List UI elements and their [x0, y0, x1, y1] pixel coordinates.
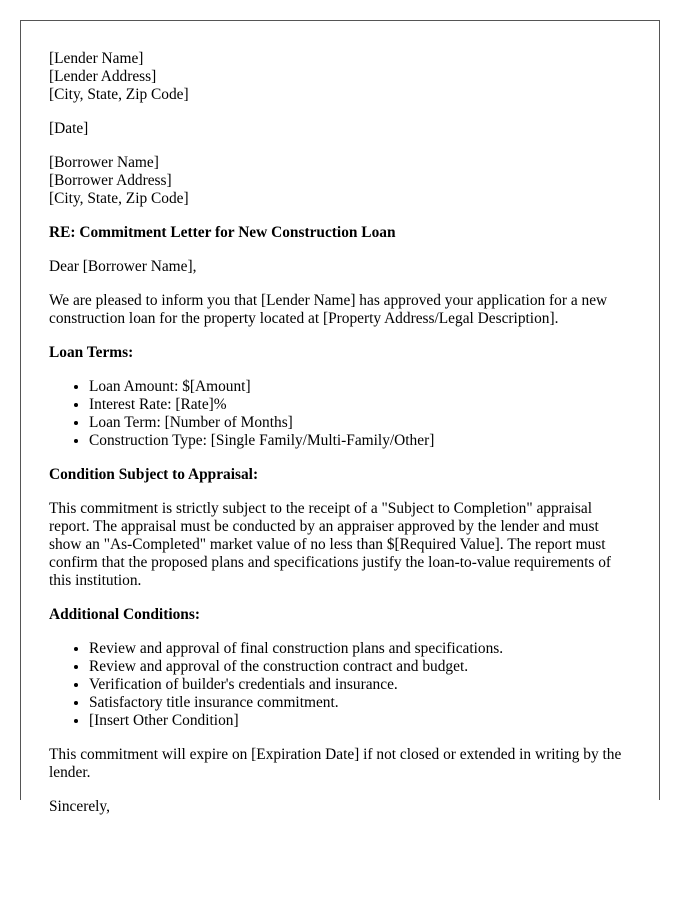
appraisal-paragraph: This commitment is strictly subject to the receipt of a "Subject to Completion" appraisal report. The appraisal must be conducted by an appraiser approved by the lender and must show an "As-Completed" market value of no less than $[Required Value]. The report must confirm that the proposed plans and specifications justify the loan-to-value requirements of this institution.: [49, 500, 612, 589]
list-item: • Loan Amount: $[Amount]: [89, 378, 631, 396]
additional-conditions-heading: Additional Conditions:: [49, 606, 200, 623]
borrower-name: [Borrower Name]: [49, 154, 159, 171]
expiration-paragraph: This commitment will expire on [Expiration Date] if not closed or extended in writing by the lender.: [49, 746, 622, 781]
appraisal-heading: Condition Subject to Appraisal:: [49, 466, 259, 483]
borrower-address-block: [49, 154, 631, 208]
list-item: • Construction Type: [Single Family/Multi-Family/Other]: [89, 432, 631, 450]
loan-terms-heading: Loan Terms:: [49, 344, 134, 361]
lender-city-state-zip: [City, State, Zip Code]: [49, 86, 189, 103]
list-item: • Satisfactory title insurance commitment.: [89, 694, 631, 712]
borrower-city-state-zip: [City, State, Zip Code]: [49, 190, 189, 207]
letter-content: [21, 21, 659, 816]
list-item: • Interest Rate: [Rate]%: [89, 396, 631, 414]
lender-address: [Lender Address]: [49, 68, 157, 85]
list-item: • Review and approval of final construction plans and specifications.: [89, 640, 631, 658]
lender-name: [Lender Name]: [49, 50, 144, 67]
list-item: • Loan Term: [Number of Months]: [89, 414, 631, 432]
salutation: Dear [Borrower Name],: [49, 258, 197, 275]
letter-date: [Date]: [49, 120, 89, 137]
intro-paragraph: We are pleased to inform you that [Lender Name] has approved your application for a new construction loan for the property located at [Property Address/Legal Description].: [49, 292, 608, 327]
list-item: • Review and approval of the construction contract and budget.: [89, 658, 631, 676]
borrower-address: [Borrower Address]: [49, 172, 172, 189]
list-item: • Verification of builder's credentials and insurance.: [89, 676, 631, 694]
list-item: • [Insert Other Condition]: [89, 712, 631, 730]
letter-page: [20, 20, 660, 815]
closing-line: Sincerely,: [49, 798, 110, 815]
lender-address-block: [49, 50, 631, 104]
subject-line: RE: Commitment Letter for New Construction Loan: [49, 224, 396, 241]
additional-conditions-list: [49, 640, 631, 730]
loan-terms-list: [49, 378, 631, 450]
